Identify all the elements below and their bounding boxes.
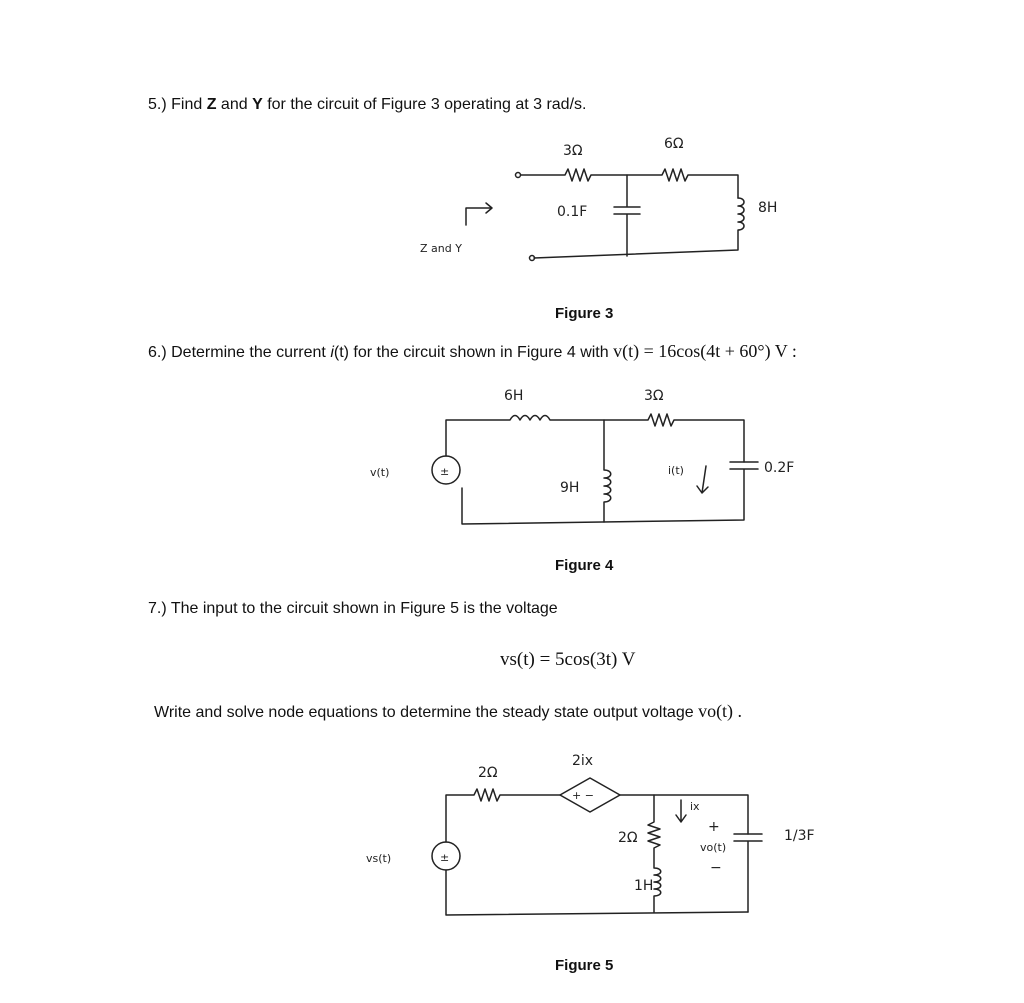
fig5-capacitor bbox=[734, 834, 762, 912]
q6-t: (t) bbox=[333, 344, 349, 361]
fig5-cap-label: 1/3F bbox=[784, 828, 815, 844]
fig3-ind-label: 8H bbox=[758, 200, 778, 216]
q5-text-a: Find bbox=[171, 96, 207, 113]
fig5-rl-branch bbox=[648, 795, 661, 912]
q7-write: Write and solve node equations to determine the steady state output voltage bbox=[154, 704, 699, 721]
q5-number: 5.) bbox=[148, 96, 167, 113]
fig5-vo-label: vo(t) bbox=[700, 841, 727, 854]
fig4-l2-label: 9H bbox=[560, 480, 580, 496]
fig3-r1-label: 3Ω bbox=[563, 143, 583, 159]
q6-text-b: for the circuit shown in Figure 4 with bbox=[348, 344, 614, 361]
figure-4-caption: Figure 4 bbox=[555, 557, 614, 574]
fig3-port-label: Z and Y bbox=[420, 242, 462, 255]
fig3-cap-label: 0.1F bbox=[557, 204, 588, 220]
q5-y: Y bbox=[252, 96, 263, 113]
fig4-src-sign: ± bbox=[440, 465, 450, 478]
fig5-ix-label: ix bbox=[690, 800, 700, 813]
fig3-r2-label: 6Ω bbox=[664, 136, 684, 152]
q6-text-a: Determine the current bbox=[171, 344, 331, 361]
q6-number: 6.) bbox=[148, 344, 167, 361]
fig5-dep-label: 2ix bbox=[572, 753, 594, 769]
q5-z: Z bbox=[206, 96, 217, 113]
fig4-cap-label: 0.2F bbox=[764, 460, 795, 476]
fig5-vo-minus: − bbox=[710, 860, 722, 876]
fig5-src-sign: ± bbox=[440, 851, 450, 864]
fig5-r1-label: 2Ω bbox=[478, 765, 498, 781]
q6-equation: v(t) = 16cos(4t + 60°) V : bbox=[613, 341, 797, 361]
q5-text-c: for the circuit of Figure 3 operating at 3 rad/s. bbox=[262, 96, 587, 113]
fig5-right-top-wires bbox=[620, 795, 748, 834]
fig4-r1-label: 3Ω bbox=[644, 388, 664, 404]
q7-text: The input to the circuit shown in Figure 5 is the voltage bbox=[170, 600, 558, 617]
fig5-dep-sign: + − bbox=[572, 789, 594, 802]
q7-number: 7.) bbox=[148, 600, 167, 617]
fig5-r2-label: 2Ω bbox=[618, 830, 638, 846]
fig4-src-label: v(t) bbox=[370, 466, 390, 479]
fig5-left-top-wires bbox=[446, 789, 560, 842]
fig4-cur-label: i(t) bbox=[668, 464, 684, 477]
q5-text-b: and bbox=[216, 96, 253, 113]
q7-vo: vo(t) . bbox=[698, 701, 743, 721]
q6-i: i bbox=[330, 344, 334, 361]
fig5-src-label: vs(t) bbox=[366, 852, 392, 865]
fig5-vo-plus: + bbox=[708, 819, 720, 835]
fig5-ix-arrow bbox=[676, 800, 686, 822]
fig5-bottom-wire bbox=[446, 870, 748, 915]
fig4-l1-label: 6H bbox=[504, 388, 524, 404]
figure-5-caption: Figure 5 bbox=[555, 957, 614, 974]
q7-equation: vs(t) = 5cos(3t) V bbox=[500, 649, 636, 670]
fig5-ind-label: 1H bbox=[634, 878, 654, 894]
figure-3-caption: Figure 3 bbox=[555, 305, 614, 322]
